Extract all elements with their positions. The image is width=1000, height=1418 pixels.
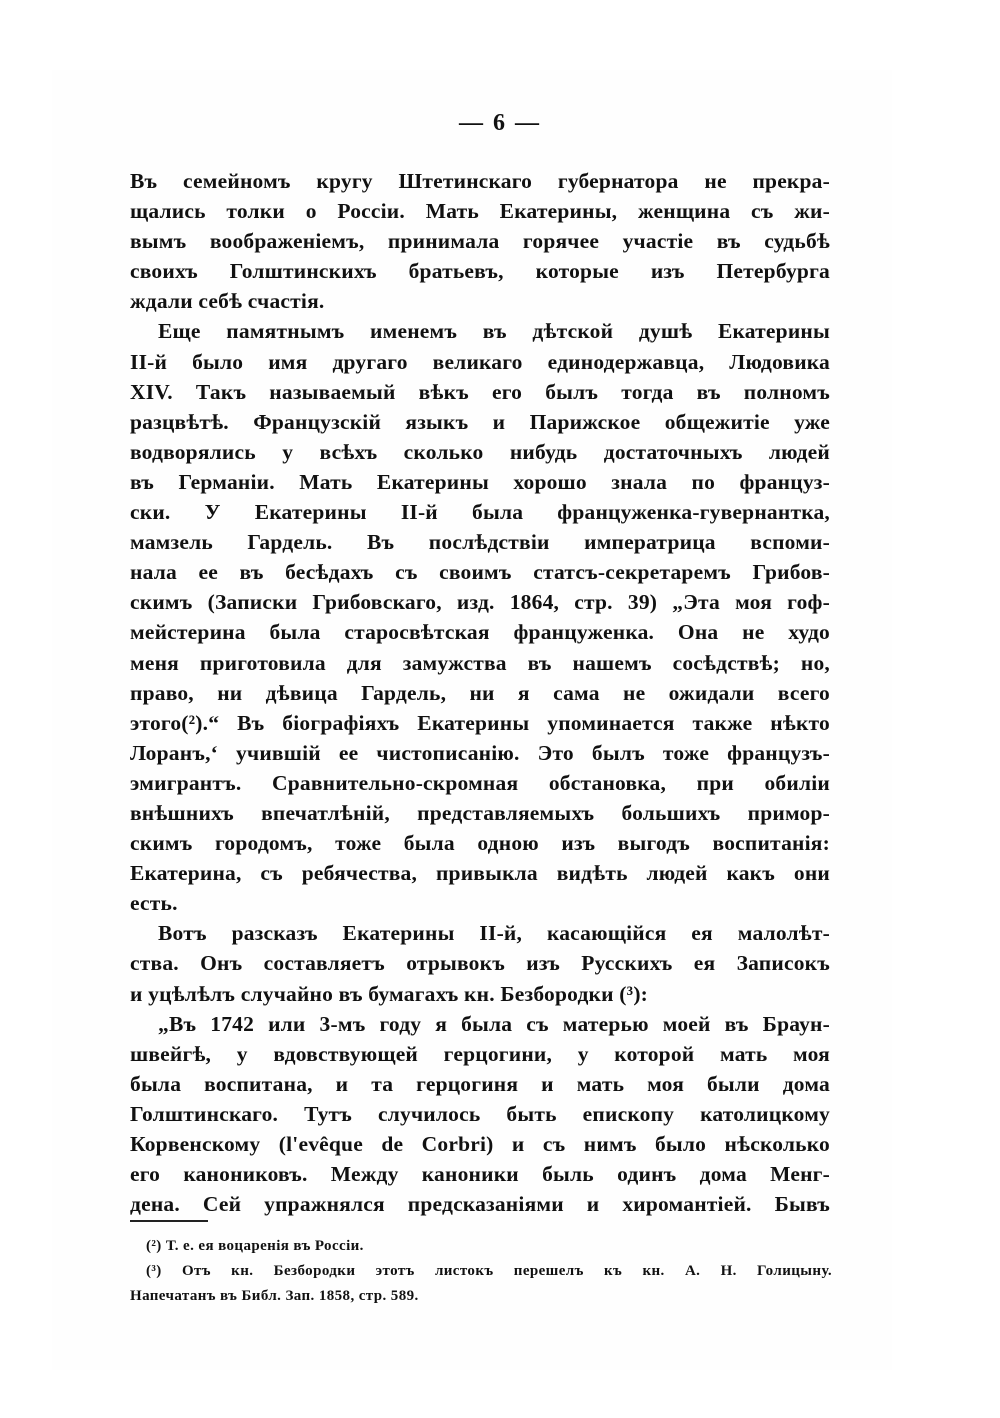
text-line: разцвѣтѣ. Французскій языкъ и Парижское общежитіе уже xyxy=(130,409,830,434)
text-line: Корвенскому (l'evêque de Corbri) и съ нимъ было нѣсколько xyxy=(130,1132,830,1156)
text-line: въ Германіи. Мать Екатерины хорошо знала по француз- xyxy=(130,469,830,494)
text-line: Екатерина, съ ребячества, привыкла видѣть людей какъ они xyxy=(130,861,830,886)
text-line: вымъ воображеніемъ, принимала горячее участіе въ судьбѣ xyxy=(130,229,830,254)
text-line: своихъ Голштинскихъ братьевъ, которые изъ Петербурга xyxy=(130,259,830,284)
body-text xyxy=(130,166,830,1219)
text-line: ски. У Екатерины II-й была француженка-гувернантка, xyxy=(130,500,830,525)
text-line: Голштинскаго. Тутъ случилось быть епископу католицкому xyxy=(130,1101,830,1126)
text-line: швейгѣ, у вдовствующей герцогини, у которой мать моя xyxy=(130,1041,830,1066)
footnote-3: (³) Отъ кн. Безбородки этотъ листокъ перешелъ къ кн. А. Н. Голицыну. xyxy=(146,1263,832,1279)
text-line: Въ семейномъ кругу Штетинскаго губернатора не прекра- xyxy=(130,169,830,193)
text-line: водворялись у всѣхъ сколько нибудь достаточныхъ людей xyxy=(130,439,830,464)
text-line: нала ее въ бесѣдахъ съ своимъ статсъ-секретаремъ Грибов- xyxy=(130,560,830,585)
text-line: XIV. Такъ называемый вѣкъ его былъ тогда въ полномъ xyxy=(130,379,830,404)
text-line: ства. Онъ составляетъ отрывокъ изъ Русскихъ ея Записокъ xyxy=(130,951,830,976)
footnote-divider xyxy=(130,1220,208,1222)
footnotes xyxy=(130,1234,832,1309)
text-line: мейстерина была старосвѣтская француженка. Она не худо xyxy=(130,620,830,645)
text-line: внѣшнихъ впечатлѣній, представляемыхъ большихъ примор- xyxy=(130,800,830,825)
text-line: Лоранъ,ʻ учившій ее чистописанію. Это былъ тоже французъ- xyxy=(130,740,830,765)
text-line: этого(²).“ Въ біографіяхъ Екатерины упоминается также нѣкто xyxy=(130,710,830,735)
text-line: „Въ 1742 или 3-мъ году я была съ матерью моей въ Браун- xyxy=(158,1011,830,1036)
text-line: щались толки о Россіи. Мать Екатерины, женщина съ жи- xyxy=(130,199,830,224)
text-line: II-й было имя другаго великаго единодержавца, Людовика xyxy=(130,349,830,374)
text-line: его канониковъ. Между каноники быль одинъ дома Менг- xyxy=(130,1162,830,1187)
text-line: есть. xyxy=(130,891,178,916)
text-line: меня приготовила для замужства въ нашемъ сосѣдствѣ; но, xyxy=(130,650,830,675)
text-line: право, ни дѣвица Гардель, ни я сама не ожидали всего xyxy=(130,680,830,705)
text-line: скимъ (Записки Грибовскаго, изд. 1864, стр. 39) „Эта моя гоф- xyxy=(130,590,830,615)
text-line: Вотъ разсказъ Екатерины II-й, касающійся ея малолѣт- xyxy=(158,921,830,946)
text-line: была воспитана, и та герцогиня и мать моя были дома xyxy=(130,1071,830,1096)
text-line: скимъ городомъ, тоже была одною изъ выгодъ воспитанія: xyxy=(130,831,830,856)
text-line: эмигрантъ. Сравнительно-скромная обстановка, при обиліи xyxy=(130,770,830,795)
text-line: мамзель Гардель. Въ послѣдствіи императрица вспоми- xyxy=(130,530,830,555)
text-line: ждали себѣ счастія. xyxy=(130,289,325,314)
text-line: Еще памятнымъ именемъ въ дѣтской душѣ Екатерины xyxy=(158,319,830,344)
footnote-2: (²) Т. е. ея воцаренія въ Россіи. xyxy=(146,1238,364,1254)
text-line: дена. Сей упражнялся предсказаніями и хиромантіей. Бывъ xyxy=(130,1192,830,1217)
footnote-3-continuation: Напечатанъ въ Библ. Зап. 1858, стр. 589. xyxy=(130,1288,419,1304)
page-number: — 6 — xyxy=(459,110,541,136)
text-line: и уцѣлѣлъ случайно въ бумагахъ кн. Безбородки (³): xyxy=(130,981,649,1006)
